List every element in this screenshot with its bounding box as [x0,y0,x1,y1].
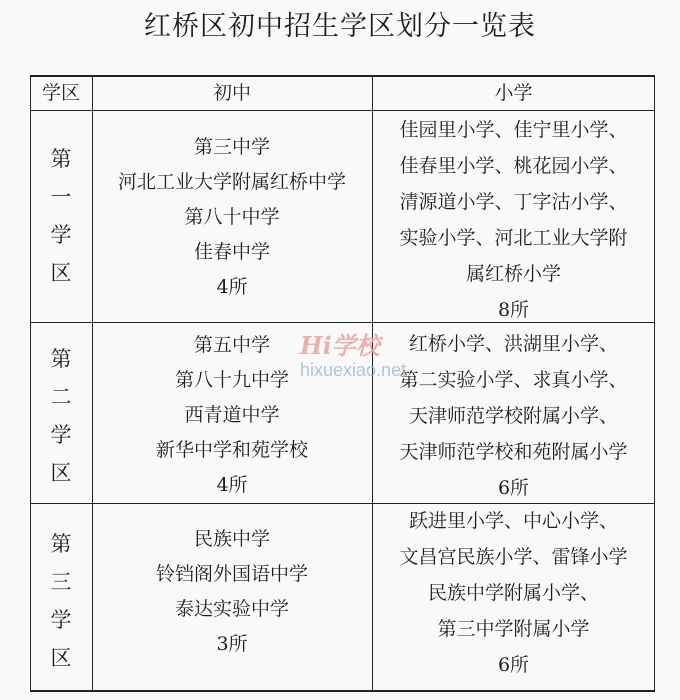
zone-1-label: 第 一 学 区 [50,147,72,285]
middle-school-item: 佳春中学 [193,241,270,263]
table-bottom-border [30,690,655,692]
zone-1-middle-schools [92,130,372,305]
middle-school-item: 第八十九中学 [174,369,289,391]
primary-school-line: 佳园里小学、佳宁里小学、 [399,119,628,141]
middle-school-item: 西青道中学 [184,404,280,426]
middle-school-count: 3所 [216,633,248,655]
middle-school-item: 新华中学和苑学校 [155,439,308,461]
primary-school-line: 属红桥小学 [465,263,561,285]
primary-school-line: 第三中学附属小学 [437,618,590,640]
middle-school-item: 铃铛阁外国语中学 [155,563,308,585]
middle-school-count: 4所 [216,474,248,496]
zone-2-primary-schools [372,326,655,506]
zone-3-label: 第 三 学 区 [50,532,72,670]
primary-school-count: 6所 [497,477,530,499]
primary-school-line: 文昌宫民族小学、雷锋小学 [399,546,628,568]
header-zone: 学区 [41,82,80,104]
zone-3-primary-schools [372,503,655,683]
primary-school-line: 第二实验小学、求真小学、 [399,369,628,391]
primary-school-line: 实验小学、河北工业大学附 [399,227,628,249]
primary-school-line: 清源道小学、丁字沽小学、 [399,191,628,213]
header-primary-school: 小学 [494,82,533,104]
zone-3-middle-schools [92,522,372,662]
primary-school-line: 民族中学附属小学、 [427,582,599,604]
middle-school-item: 第五中学 [193,334,270,356]
primary-school-line: 跃进里小学、中心小学、 [408,510,618,532]
middle-school-item: 民族中学 [193,528,270,550]
header-middle-school: 初中 [212,82,251,104]
primary-school-line: 红桥小学、洪湖里小学、 [408,333,618,355]
watermark-brand: Hi学校 [300,331,380,360]
middle-school-item: 第八十中学 [184,206,280,228]
zone-1-primary-schools [372,112,655,328]
middle-school-count: 4所 [216,276,248,298]
watermark-site: hixuexiao.net [300,360,407,380]
header-divider [30,110,655,111]
primary-school-count: 8所 [497,299,530,321]
page-title: 红桥区初中招生学区划分一览表 [144,11,536,42]
primary-school-line: 天津师范学校和苑附属小学 [399,441,628,463]
table-top-border [30,75,655,77]
middle-school-item: 第三中学 [193,136,270,158]
primary-school-line: 天津师范学校附属小学、 [408,405,618,427]
zone-2-label: 第 二 学 区 [50,347,72,485]
primary-school-count: 6所 [497,654,530,676]
middle-school-item: 河北工业大学附属红桥中学 [117,171,346,193]
middle-school-item: 泰达实验中学 [174,598,289,620]
primary-school-line: 佳春里小学、桃花园小学、 [399,155,628,177]
